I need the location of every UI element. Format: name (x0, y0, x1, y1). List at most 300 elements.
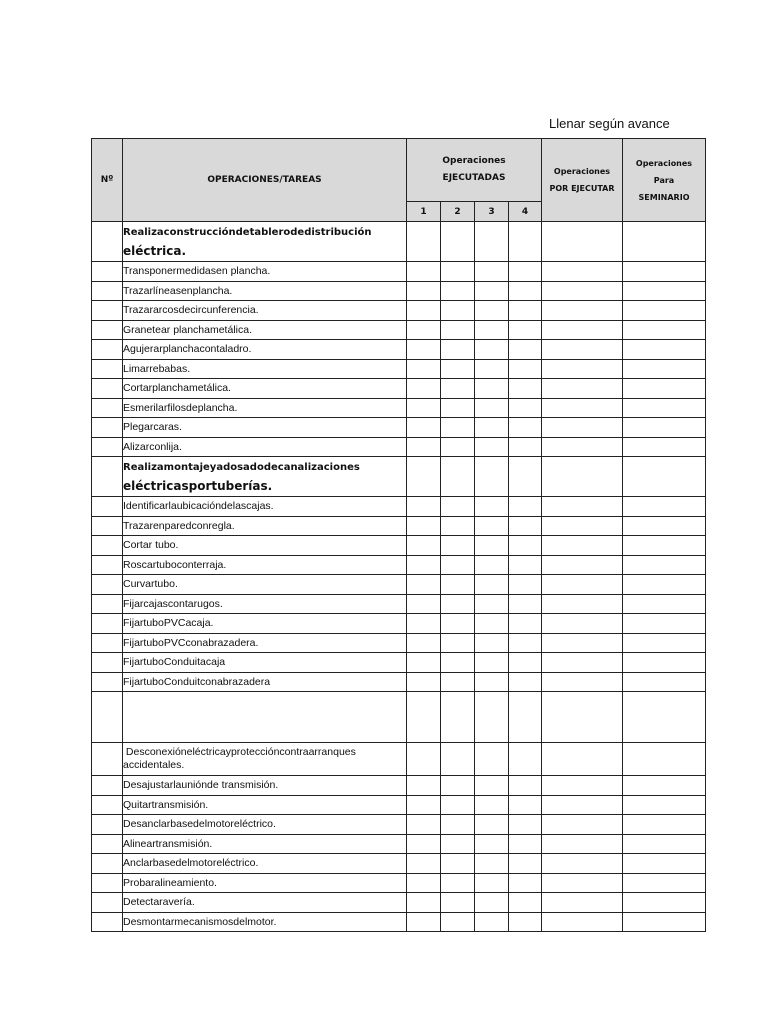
cell-col-3[interactable] (475, 437, 509, 457)
cell-col-1[interactable] (407, 633, 441, 653)
cell-pending[interactable] (542, 418, 623, 438)
cell-col-3[interactable] (475, 575, 509, 595)
cell-col-1[interactable] (407, 893, 441, 913)
cell-col-1[interactable] (407, 437, 441, 457)
cell-pending[interactable] (542, 672, 623, 692)
cell-seminar[interactable] (623, 672, 706, 692)
header-seminar (623, 139, 706, 222)
cell-col-3[interactable] (475, 614, 509, 634)
cell-number[interactable] (92, 893, 123, 913)
cell-number[interactable] (92, 873, 123, 893)
cell-number[interactable] (92, 555, 123, 575)
header-pending-top: Operaciones (553, 167, 611, 176)
cell-col-1[interactable] (407, 516, 441, 536)
section-title-line2: accidentales. (123, 759, 185, 771)
cell-col-2[interactable] (441, 340, 475, 360)
task-row (92, 776, 706, 796)
cell-col-1[interactable] (407, 672, 441, 692)
cell-pending[interactable] (542, 281, 623, 301)
task-label: Esmerilarfilosdeplancha. (123, 398, 407, 418)
task-label: Fijarcajascontarugos. (123, 594, 407, 614)
cell-col-4[interactable] (509, 281, 542, 301)
header-seminar-mid: Para (653, 175, 675, 185)
cell-col-1[interactable] (407, 873, 441, 893)
cell-col-3[interactable] (475, 854, 509, 874)
cell-col-4[interactable] (509, 516, 542, 536)
blank-row (92, 692, 706, 743)
cell-col-3[interactable] (475, 281, 509, 301)
cell-col-2[interactable] (441, 262, 475, 282)
cell-number[interactable] (92, 262, 123, 282)
cell-col-4[interactable] (509, 672, 542, 692)
cell-pending[interactable] (542, 457, 623, 497)
cell-col-4[interactable] (509, 815, 542, 835)
cell-col-1[interactable] (407, 359, 441, 379)
cell-col-1[interactable] (407, 398, 441, 418)
cell-pending[interactable] (542, 359, 623, 379)
cell-col-2[interactable] (441, 536, 475, 556)
cell-col-2[interactable] (441, 614, 475, 634)
cell-seminar[interactable] (623, 379, 706, 399)
cell-col-4[interactable] (509, 320, 542, 340)
cell-col-2[interactable] (441, 418, 475, 438)
cell-pending[interactable] (542, 536, 623, 556)
task-label: Granetear planchametálica. (123, 320, 407, 340)
cell-col-2[interactable] (441, 854, 475, 874)
cell-col-1[interactable] (407, 418, 441, 438)
task-row (92, 418, 706, 438)
cell-col-2[interactable] (441, 893, 475, 913)
cell-pending[interactable] (542, 692, 623, 743)
cell-number[interactable] (92, 672, 123, 692)
task-row (92, 497, 706, 517)
cell-col-2[interactable] (441, 301, 475, 321)
cell-col-3[interactable] (475, 262, 509, 282)
cell-seminar[interactable] (623, 555, 706, 575)
cell-col-3[interactable] (475, 893, 509, 913)
cell-seminar[interactable] (623, 575, 706, 595)
header-executed-top: Operaciones (442, 156, 506, 166)
cell-number[interactable] (92, 854, 123, 874)
header-tasks: OPERACIONES/TAREAS (123, 139, 407, 222)
cell-seminar[interactable] (623, 614, 706, 634)
section-title-line1: Realizaconstruccióndetablerodedistribución (123, 226, 372, 238)
cell-col-1[interactable] (407, 262, 441, 282)
cell-pending[interactable] (542, 653, 623, 673)
task-label: Trazarenparedconregla. (123, 516, 407, 536)
task-label: Agujerarplanchacontaladro. (123, 340, 407, 360)
cell-seminar[interactable] (623, 834, 706, 854)
cell-col-2[interactable] (441, 776, 475, 796)
task-label: Quitartransmisión. (123, 795, 407, 815)
cell-col-4[interactable] (509, 795, 542, 815)
cell-seminar[interactable] (623, 262, 706, 282)
cell-col-2[interactable] (441, 653, 475, 673)
cell-pending[interactable] (542, 555, 623, 575)
cell-col-1[interactable] (407, 594, 441, 614)
task-row (92, 614, 706, 634)
cell-col-3[interactable] (475, 776, 509, 796)
cell-pending[interactable] (542, 437, 623, 457)
cell-col-1[interactable] (407, 575, 441, 595)
cell-col-3[interactable] (475, 340, 509, 360)
cell-col-2[interactable] (441, 457, 475, 497)
cell-number[interactable] (92, 281, 123, 301)
cell-col-1[interactable] (407, 222, 441, 262)
header-pending-bottom: POR EJECUTAR (549, 184, 615, 193)
cell-number[interactable] (92, 795, 123, 815)
header-executed-bottom: EJECUTADAS (442, 173, 506, 183)
cell-col-3[interactable] (475, 359, 509, 379)
task-row (92, 536, 706, 556)
cell-pending[interactable] (542, 893, 623, 913)
cell-pending[interactable] (542, 614, 623, 634)
cell-col-1[interactable] (407, 776, 441, 796)
task-row (92, 262, 706, 282)
task-label: Desajustarlauniónde transmisión. (123, 776, 407, 796)
cell-number[interactable] (92, 437, 123, 457)
cell-col-1[interactable] (407, 301, 441, 321)
cell-col-3[interactable] (475, 222, 509, 262)
cell-number[interactable] (92, 575, 123, 595)
task-row (92, 672, 706, 692)
cell-number[interactable] (92, 320, 123, 340)
cell-col-4[interactable] (509, 834, 542, 854)
operations-table (91, 138, 706, 932)
cell-col-2[interactable] (441, 834, 475, 854)
task-label: Cortar tubo. (123, 536, 407, 556)
header-pending (542, 139, 623, 222)
cell-col-4[interactable] (509, 614, 542, 634)
cell-pending[interactable] (542, 575, 623, 595)
task-label: Roscartuboconterraja. (123, 555, 407, 575)
cell-number[interactable] (92, 614, 123, 634)
cell-number[interactable] (92, 594, 123, 614)
header-col-2: 2 (441, 202, 475, 222)
cell-col-3[interactable] (475, 516, 509, 536)
task-row (92, 893, 706, 913)
cell-col-3[interactable] (475, 320, 509, 340)
task-label: Desanclarbasedelmotoreléctrico. (123, 815, 407, 835)
cell-col-1[interactable] (407, 743, 441, 776)
task-label: Trazararcosdecircunferencia. (123, 301, 407, 321)
cell-col-3[interactable] (475, 379, 509, 399)
cell-seminar[interactable] (623, 437, 706, 457)
cell-col-1[interactable] (407, 854, 441, 874)
cell-col-4[interactable] (509, 893, 542, 913)
cell-pending[interactable] (542, 743, 623, 776)
cell-col-2[interactable] (441, 795, 475, 815)
cell-pending[interactable] (542, 262, 623, 282)
cell-pending[interactable] (542, 834, 623, 854)
cell-col-4[interactable] (509, 653, 542, 673)
cell-pending[interactable] (542, 815, 623, 835)
section-title-line2: eléctricasportuberías. (123, 478, 273, 493)
cell-col-3[interactable] (475, 497, 509, 517)
task-row (92, 281, 706, 301)
cell-seminar[interactable] (623, 795, 706, 815)
cell-number[interactable] (92, 398, 123, 418)
cell-seminar[interactable] (623, 815, 706, 835)
cell-seminar[interactable] (623, 653, 706, 673)
cell-seminar[interactable] (623, 776, 706, 796)
task-label: FijartuboConduitconabrazadera (123, 672, 407, 692)
cell-number[interactable] (92, 912, 123, 932)
cell-col-2[interactable] (441, 743, 475, 776)
cell-col-1[interactable] (407, 912, 441, 932)
blank-task-cell[interactable] (123, 692, 407, 743)
cell-col-1[interactable] (407, 281, 441, 301)
task-label: FijartuboPVCacaja. (123, 614, 407, 634)
task-row (92, 795, 706, 815)
cell-col-2[interactable] (441, 437, 475, 457)
cell-pending[interactable] (542, 320, 623, 340)
cell-pending[interactable] (542, 379, 623, 399)
cell-pending[interactable] (542, 854, 623, 874)
task-row (92, 653, 706, 673)
cell-col-2[interactable] (441, 594, 475, 614)
cell-seminar[interactable] (623, 497, 706, 517)
task-row (92, 516, 706, 536)
cell-seminar[interactable] (623, 893, 706, 913)
cell-col-3[interactable] (475, 536, 509, 556)
task-label: Desmontarmecanismosdelmotor. (123, 912, 407, 932)
task-row (92, 340, 706, 360)
cell-col-4[interactable] (509, 692, 542, 743)
cell-col-3[interactable] (475, 672, 509, 692)
table-body (92, 222, 706, 932)
task-label: Transponermedidasen plancha. (123, 262, 407, 282)
task-label: Detectaravería. (123, 893, 407, 913)
task-row (92, 555, 706, 575)
cell-seminar[interactable] (623, 320, 706, 340)
cell-col-4[interactable] (509, 398, 542, 418)
cell-col-2[interactable] (441, 575, 475, 595)
cell-col-2[interactable] (441, 320, 475, 340)
task-row (92, 320, 706, 340)
cell-col-3[interactable] (475, 912, 509, 932)
cell-col-2[interactable] (441, 398, 475, 418)
task-label: Trazarlíneasenplancha. (123, 281, 407, 301)
cell-col-4[interactable] (509, 594, 542, 614)
cell-col-2[interactable] (441, 912, 475, 932)
cell-col-2[interactable] (441, 379, 475, 399)
cell-seminar[interactable] (623, 633, 706, 653)
cell-pending[interactable] (542, 633, 623, 653)
task-label: Identificarlaubicacióndelascajas. (123, 497, 407, 517)
header-seminar-bottom: SEMINARIO (638, 192, 690, 202)
cell-number[interactable] (92, 536, 123, 556)
cell-col-2[interactable] (441, 516, 475, 536)
cell-col-4[interactable] (509, 359, 542, 379)
cell-col-3[interactable] (475, 301, 509, 321)
cell-pending[interactable] (542, 301, 623, 321)
task-row (92, 575, 706, 595)
cell-col-4[interactable] (509, 262, 542, 282)
cell-number[interactable] (92, 359, 123, 379)
cell-col-3[interactable] (475, 594, 509, 614)
cell-col-1[interactable] (407, 834, 441, 854)
cell-col-3[interactable] (475, 398, 509, 418)
cell-col-4[interactable] (509, 575, 542, 595)
cell-col-1[interactable] (407, 815, 441, 835)
cell-seminar[interactable] (623, 536, 706, 556)
cell-number[interactable] (92, 497, 123, 517)
section-title (123, 222, 407, 262)
cell-col-1[interactable] (407, 379, 441, 399)
cell-col-2[interactable] (441, 633, 475, 653)
header-executed (407, 139, 542, 202)
cell-col-4[interactable] (509, 379, 542, 399)
cell-pending[interactable] (542, 795, 623, 815)
cell-col-4[interactable] (509, 912, 542, 932)
cell-number[interactable] (92, 815, 123, 835)
task-row (92, 437, 706, 457)
cell-seminar[interactable] (623, 340, 706, 360)
cell-seminar[interactable] (623, 692, 706, 743)
cell-col-2[interactable] (441, 692, 475, 743)
fill-instruction-note: Llenar según avance (549, 116, 670, 131)
cell-col-1[interactable] (407, 340, 441, 360)
header-col-4: 4 (509, 202, 542, 222)
cell-pending[interactable] (542, 222, 623, 262)
cell-seminar[interactable] (623, 457, 706, 497)
cell-col-3[interactable] (475, 418, 509, 438)
task-label: Alizarconlija. (123, 437, 407, 457)
cell-pending[interactable] (542, 516, 623, 536)
cell-col-1[interactable] (407, 555, 441, 575)
cell-col-4[interactable] (509, 536, 542, 556)
cell-number[interactable] (92, 692, 123, 743)
cell-seminar[interactable] (623, 398, 706, 418)
cell-col-4[interactable] (509, 457, 542, 497)
cell-col-3[interactable] (475, 834, 509, 854)
cell-col-3[interactable] (475, 653, 509, 673)
cell-number[interactable] (92, 834, 123, 854)
cell-seminar[interactable] (623, 594, 706, 614)
cell-pending[interactable] (542, 340, 623, 360)
cell-col-1[interactable] (407, 795, 441, 815)
section-title (123, 743, 407, 776)
cell-col-3[interactable] (475, 457, 509, 497)
cell-number[interactable] (92, 340, 123, 360)
cell-pending[interactable] (542, 398, 623, 418)
cell-seminar[interactable] (623, 743, 706, 776)
cell-col-4[interactable] (509, 854, 542, 874)
cell-col-2[interactable] (441, 555, 475, 575)
section-title (123, 457, 407, 497)
task-row (92, 379, 706, 399)
cell-number[interactable] (92, 516, 123, 536)
cell-number[interactable] (92, 222, 123, 262)
cell-seminar[interactable] (623, 281, 706, 301)
cell-pending[interactable] (542, 497, 623, 517)
cell-col-4[interactable] (509, 301, 542, 321)
cell-col-1[interactable] (407, 614, 441, 634)
cell-seminar[interactable] (623, 854, 706, 874)
header-seminar-top: Operaciones (635, 158, 693, 168)
cell-col-3[interactable] (475, 873, 509, 893)
cell-col-3[interactable] (475, 743, 509, 776)
task-row (92, 815, 706, 835)
task-row (92, 633, 706, 653)
cell-col-1[interactable] (407, 536, 441, 556)
cell-pending[interactable] (542, 912, 623, 932)
cell-pending[interactable] (542, 776, 623, 796)
task-label: Probaralineamiento. (123, 873, 407, 893)
cell-number[interactable] (92, 418, 123, 438)
cell-col-2[interactable] (441, 497, 475, 517)
cell-col-4[interactable] (509, 633, 542, 653)
cell-number[interactable] (92, 743, 123, 776)
cell-col-4[interactable] (509, 340, 542, 360)
cell-col-4[interactable] (509, 418, 542, 438)
cell-col-3[interactable] (475, 815, 509, 835)
task-row (92, 873, 706, 893)
cell-number[interactable] (92, 776, 123, 796)
cell-col-1[interactable] (407, 320, 441, 340)
cell-col-4[interactable] (509, 497, 542, 517)
task-row (92, 398, 706, 418)
cell-col-4[interactable] (509, 743, 542, 776)
cell-seminar[interactable] (623, 516, 706, 536)
cell-seminar[interactable] (623, 359, 706, 379)
cell-col-4[interactable] (509, 555, 542, 575)
cell-seminar[interactable] (623, 301, 706, 321)
cell-col-2[interactable] (441, 873, 475, 893)
cell-seminar[interactable] (623, 912, 706, 932)
task-label: Curvartubo. (123, 575, 407, 595)
cell-number[interactable] (92, 457, 123, 497)
cell-col-4[interactable] (509, 437, 542, 457)
cell-col-1[interactable] (407, 692, 441, 743)
task-label: Cortarplanchametálica. (123, 379, 407, 399)
cell-col-2[interactable] (441, 281, 475, 301)
cell-pending[interactable] (542, 594, 623, 614)
cell-col-3[interactable] (475, 633, 509, 653)
section-row (92, 743, 706, 776)
cell-col-4[interactable] (509, 776, 542, 796)
section-row (92, 222, 706, 262)
cell-col-2[interactable] (441, 672, 475, 692)
cell-col-1[interactable] (407, 653, 441, 673)
task-row (92, 854, 706, 874)
task-row (92, 359, 706, 379)
header-col-3: 3 (475, 202, 509, 222)
cell-col-3[interactable] (475, 555, 509, 575)
task-label: Plegarcaras. (123, 418, 407, 438)
cell-col-2[interactable] (441, 359, 475, 379)
cell-col-1[interactable] (407, 497, 441, 517)
task-label: FijartuboConduitacaja (123, 653, 407, 673)
cell-number[interactable] (92, 301, 123, 321)
cell-seminar[interactable] (623, 418, 706, 438)
cell-col-2[interactable] (441, 222, 475, 262)
cell-col-2[interactable] (441, 815, 475, 835)
cell-col-3[interactable] (475, 692, 509, 743)
cell-number[interactable] (92, 379, 123, 399)
cell-col-4[interactable] (509, 873, 542, 893)
cell-seminar[interactable] (623, 222, 706, 262)
cell-number[interactable] (92, 653, 123, 673)
cell-number[interactable] (92, 633, 123, 653)
cell-seminar[interactable] (623, 873, 706, 893)
cell-pending[interactable] (542, 873, 623, 893)
cell-col-3[interactable] (475, 795, 509, 815)
cell-col-4[interactable] (509, 222, 542, 262)
task-label: FijartuboPVCconabrazadera. (123, 633, 407, 653)
cell-col-1[interactable] (407, 457, 441, 497)
